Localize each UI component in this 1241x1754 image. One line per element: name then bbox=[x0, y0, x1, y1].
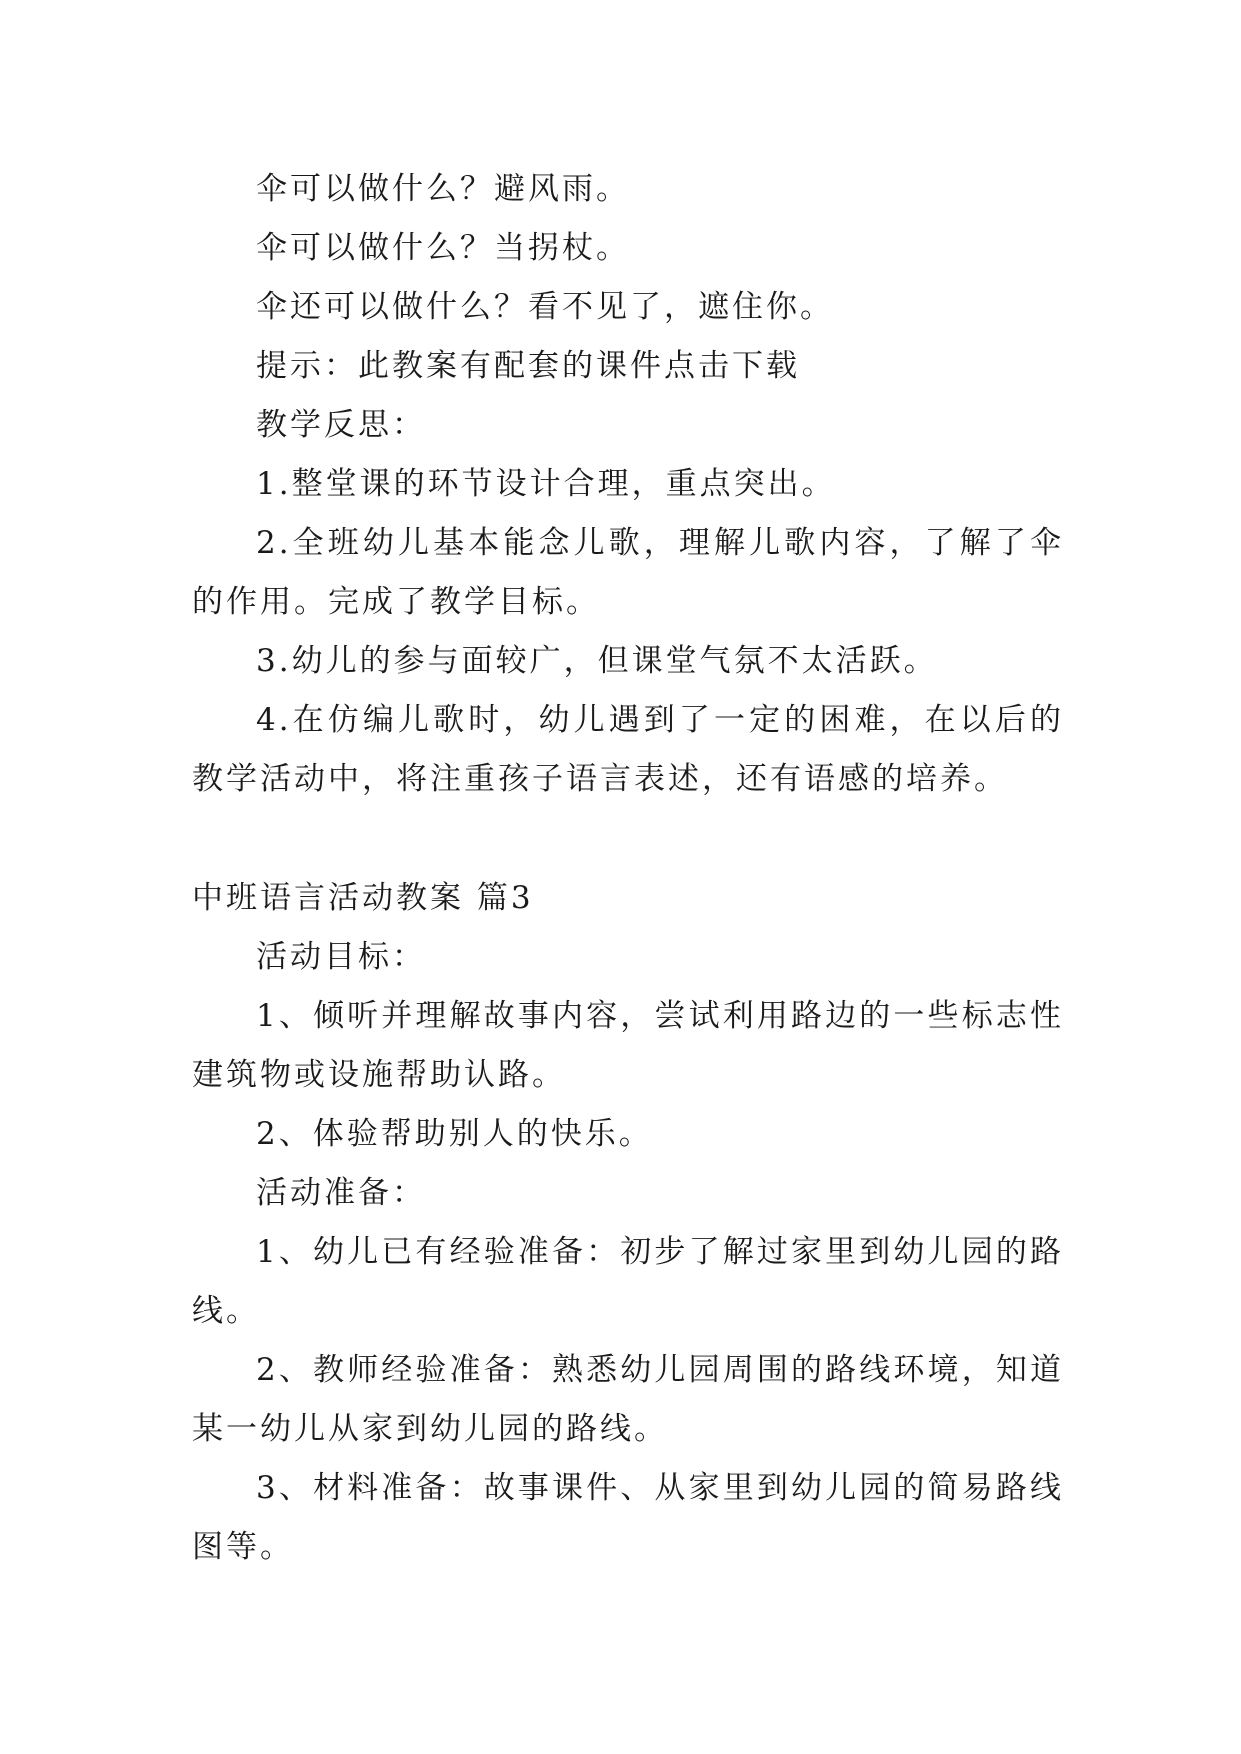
reflection-title: 教学反思： bbox=[256, 407, 426, 443]
prep-item: 2、教师经验准备：熟悉幼儿园周围的路线环境，知道某一幼儿从家到幼儿园的路线。 bbox=[192, 1352, 1064, 1447]
reflection-item: 4.在仿编儿歌时，幼儿遇到了一定的困难，在以后的教学活动中，将注重孩子语言表述，还有语感的培养。 bbox=[192, 702, 1064, 797]
goal-title: 活动目标： bbox=[256, 939, 426, 975]
document-body bbox=[192, 160, 1064, 1577]
goal-item: 1、倾听并理解故事内容，尝试利用路边的一些标志性建筑物或设施帮助认路。 bbox=[192, 998, 1064, 1093]
goal-item: 2、体验帮助别人的快乐。 bbox=[256, 1116, 653, 1152]
section-gap bbox=[192, 809, 1064, 869]
download-hint: 提示：此教案有配套的课件点击下载 bbox=[256, 348, 800, 384]
reflection-item: 3.幼儿的参与面较广，但课堂气氛不太活跃。 bbox=[256, 643, 938, 679]
paragraph: 伞可以做什么？避风雨。 bbox=[256, 171, 630, 207]
paragraph: 伞还可以做什么？看不见了，遮住你。 bbox=[256, 289, 834, 325]
prep-item: 3、材料准备：故事课件、从家里到幼儿园的简易路线图等。 bbox=[192, 1470, 1064, 1565]
reflection-item: 1.整堂课的环节设计合理，重点突出。 bbox=[256, 466, 836, 502]
paragraph: 伞可以做什么？当拐杖。 bbox=[256, 230, 630, 266]
prep-title: 活动准备： bbox=[256, 1175, 426, 1211]
prep-item: 1、幼儿已有经验准备：初步了解过家里到幼儿园的路线。 bbox=[192, 1234, 1064, 1329]
reflection-item: 2.全班幼儿基本能念儿歌，理解儿歌内容，了解了伞的作用。完成了教学目标。 bbox=[192, 525, 1064, 620]
section-heading: 中班语言活动教案 篇3 bbox=[192, 880, 534, 916]
